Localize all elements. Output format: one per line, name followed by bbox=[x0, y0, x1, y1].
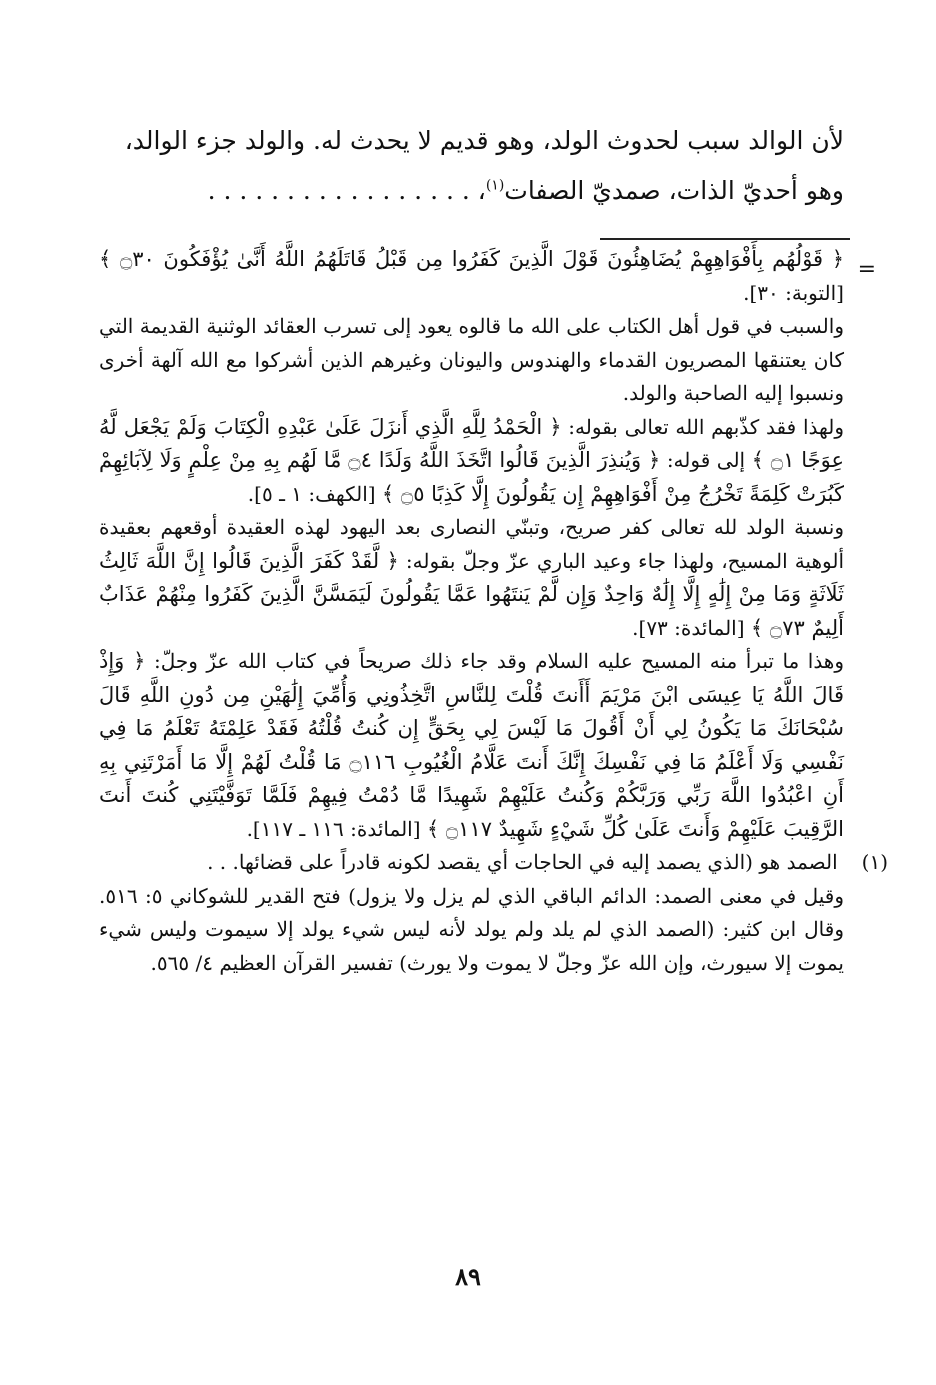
footnote-1-rest: وقيل في معنى الصمد: الدائم الباقي الذي لم يزل ولا يزول) فتح القدير للشوكاني ٥: ٥١٦. وقال ابن كثير: (الصمد الذي لم يلد ولم يولد لأنه ليس شيء يولد إلا سيموت وليس شيء يموت إلا سيورث، وإن الله عزّ وجلّ لا يموت ولا يورث) تفسير القرآن العظيم ٤/ ٥٦٥. bbox=[99, 883, 844, 975]
verse-reference: [المائدة: ٧٣]. bbox=[632, 615, 745, 640]
continuation-marker: = bbox=[857, 257, 876, 282]
footnote-paragraph bbox=[99, 645, 844, 846]
footnotes-section bbox=[99, 243, 888, 980]
main-line-2 bbox=[99, 166, 844, 216]
quran-verse: ﴿ وَيُنذِرَ الَّذِينَ قَالُوا اتَّخَذَ اللَّهُ وَلَدًا ۝٤ مَّا لَهُم بِهِ مِنْ عِلْمٍ وَلَا لِآبَائِهِمْ كَبُرَتْ كَلِمَةً تَخْرُجُ مِنْ أَفْوَاهِهِمْ إِن يَقُولُونَ إِلَّا كَذِبًا ۝٥ ﴾ bbox=[99, 448, 844, 506]
quran-verse: ﴿ الْحَمْدُ لِلَّهِ الَّذِي أَنزَلَ عَلَىٰ عَبْدِهِ الْكِتَابَ وَلَمْ يَجْعَل لَّهُ عِوَجًا ۝١ ﴾ bbox=[99, 414, 844, 472]
dotted-continuation: ، . . . . . . . . . . . . . . . . . bbox=[207, 176, 486, 205]
footnote-1-line-1: الصمد هو (الذي يصمد إليه في الحاجات أي يقصد لكونه قادراً على قضائها. . . bbox=[207, 850, 838, 874]
verse-reference: [التوبة: ٣٠]. bbox=[743, 280, 844, 305]
verse-reference: [المائدة: ١١٦ ـ ١١٧]. bbox=[246, 816, 421, 841]
page-number: ٨٩ bbox=[455, 1262, 481, 1291]
footnote-paragraph bbox=[99, 511, 844, 645]
footnote-1 bbox=[99, 846, 888, 880]
quran-verse: ﴿ لَّقَدْ كَفَرَ الَّذِينَ قَالُوا إِنَّ اللَّهَ ثَالِثُ ثَلَاثَةٍ وَمَا مِنْ إِلَٰهٍ إِلَّا إِلَٰهٌ وَاحِدٌ وَإِن لَّمْ يَنتَهُوا عَمَّا يَقُولُونَ لَيَمَسَّنَّ الَّذِينَ كَفَرُوا مِنْهُمْ عَذَابٌ أَلِيمٌ ۝٧٣ ﴾ bbox=[99, 548, 844, 640]
main-line-1: لأن الوالد سبب لحدوث الولد، وهو قديم لا يحدث له. والولد جزء الوالد، bbox=[124, 126, 844, 155]
main-body-text bbox=[99, 116, 844, 216]
quran-verse: ﴿ وَإِذْ قَالَ اللَّهُ يَا عِيسَى ابْنَ مَرْيَمَ أَأَنتَ قُلْتَ لِلنَّاسِ اتَّخِذُونِي وَأُمِّيَ إِلَٰهَيْنِ مِن دُونِ اللَّهِ قَالَ سُبْحَانَكَ مَا يَكُونُ لِي أَنْ أَقُولَ مَا لَيْسَ لِي بِحَقٍّ إِن كُنتُ قُلْتُهُ فَقَدْ عَلِمْتَهُ تَعْلَمُ مَا فِي نَفْسِي وَلَا أَعْلَمُ مَا فِي نَفْسِكَ إِنَّكَ أَنتَ عَلَّامُ الْغُيُوبِ ۝١١٦ مَا قُلْتُ لَهُمْ إِلَّا مَا أَمَرْتَنِي بِهِ أَنِ اعْبُدُوا اللَّهَ رَبِّي وَرَبَّكُمْ وَكُنتُ عَلَيْهِمْ شَهِيدًا مَّا دُمْتُ فِيهِمْ فَلَمَّا تَوَفَّيْتَنِي كُنتَ أَنتَ الرَّقِيبَ عَلَيْهِمْ وَأَنتَ عَلَىٰ كُلِّ شَيْءٍ شَهِيدٌ ۝١١٧ ﴾ bbox=[99, 649, 844, 841]
footnote-paragraph bbox=[99, 411, 844, 512]
footnote-paragraph: والسبب في قول أهل الكتاب على الله ما قالوه يعود إلى تسرب العقائد الوثنية القديمة التي كان يعتنقها المصريون القدماء والهندوس واليونان وغيرهم الذين أشركوا مع الله آلهة أخرى ونسبوا إليه الصاحبة والولد. bbox=[99, 314, 844, 405]
main-line-2-text: وهو أحديّ الذات، صمديّ الصفات bbox=[504, 176, 844, 205]
footnote-reference[interactable]: (١) bbox=[485, 177, 505, 194]
paragraph-text: وهذا ما تبرأ منه المسيح عليه السلام وقد جاء ذلك صريحاً في كتاب الله عزّ وجلّ: bbox=[153, 649, 845, 673]
paragraph-text: إلى قوله: bbox=[666, 448, 746, 472]
paragraph-text: ونسبة الولد لله تعالى كفر صريح، وتبنّي النصارى بعد اليهود لهذه العقيدة أوقعهم بعقيدة ألوهية المسيح، ولهذا جاء وعيد الباري عزّ وجلّ بقوله: bbox=[99, 515, 844, 573]
verse-reference: [الكهف: ١ ـ ٥]. bbox=[247, 481, 376, 506]
footnote-number: (١) bbox=[861, 850, 888, 874]
paragraph-text: ولهذا فقد كذّبهم الله تعالى بقوله: bbox=[568, 414, 844, 439]
quran-verse: ﴿ قَوْلُهُم بِأَفْوَاهِهِمْ يُضَاهِئُونَ قَوْلَ الَّذِينَ كَفَرُوا مِن قَبْلُ قَاتَلَهُمُ اللَّهُ أَنَّىٰ يُؤْفَكُونَ ۝٣٠ ﴾ bbox=[99, 247, 845, 271]
footnote-continuation-verse bbox=[99, 243, 844, 310]
footnote-separator bbox=[600, 238, 850, 240]
